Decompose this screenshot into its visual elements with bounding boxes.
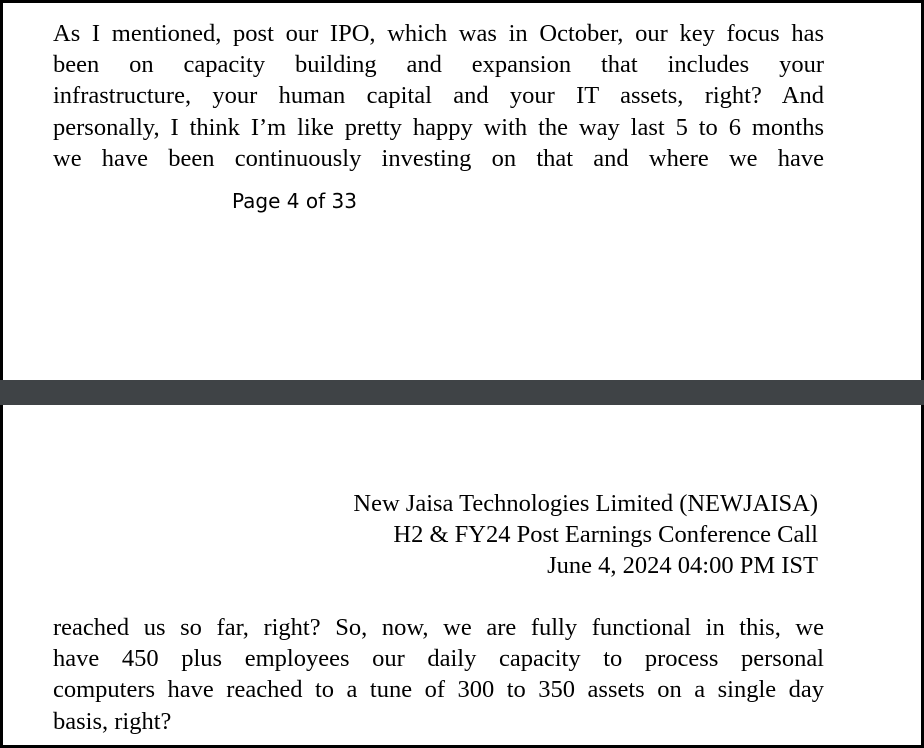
- paragraph-line: reached us so far, right? So, now, we are fully functional in this, we: [53, 614, 824, 641]
- header-company: New Jaisa Technologies Limited (NEWJAISA): [353, 490, 818, 517]
- transcript-paragraph-bottom: [53, 612, 824, 737]
- document-page-bottom: [0, 405, 924, 748]
- paragraph-line: As I mentioned, post our IPO, which was in October, our key focus has: [53, 20, 824, 47]
- paragraph-line: infrastructure, your human capital and your IT assets, right? And: [53, 82, 824, 110]
- paragraph-line: computers have reached to a tune of 300 to 350 assets on a single day: [53, 676, 824, 704]
- paragraph-line: personally, I think I’m like pretty happy with the way last 5 to 6 months: [53, 113, 824, 141]
- page-header: [353, 488, 818, 581]
- page-separator: [0, 380, 924, 405]
- paragraph-line: have 450 plus employees our daily capacity to process personal: [53, 645, 824, 673]
- paragraph-line: been on capacity building and expansion that includes your: [53, 51, 824, 79]
- page-number-footer: Page 4 of 33: [232, 189, 357, 213]
- header-event: H2 & FY24 Post Earnings Conference Call: [393, 521, 818, 548]
- header-datetime: June 4, 2024 04:00 PM IST: [547, 552, 818, 579]
- transcript-paragraph-top: [53, 18, 824, 174]
- paragraph-line: basis, right?: [53, 707, 172, 735]
- paragraph-line: we have been continuously investing on that and where we have: [53, 144, 824, 172]
